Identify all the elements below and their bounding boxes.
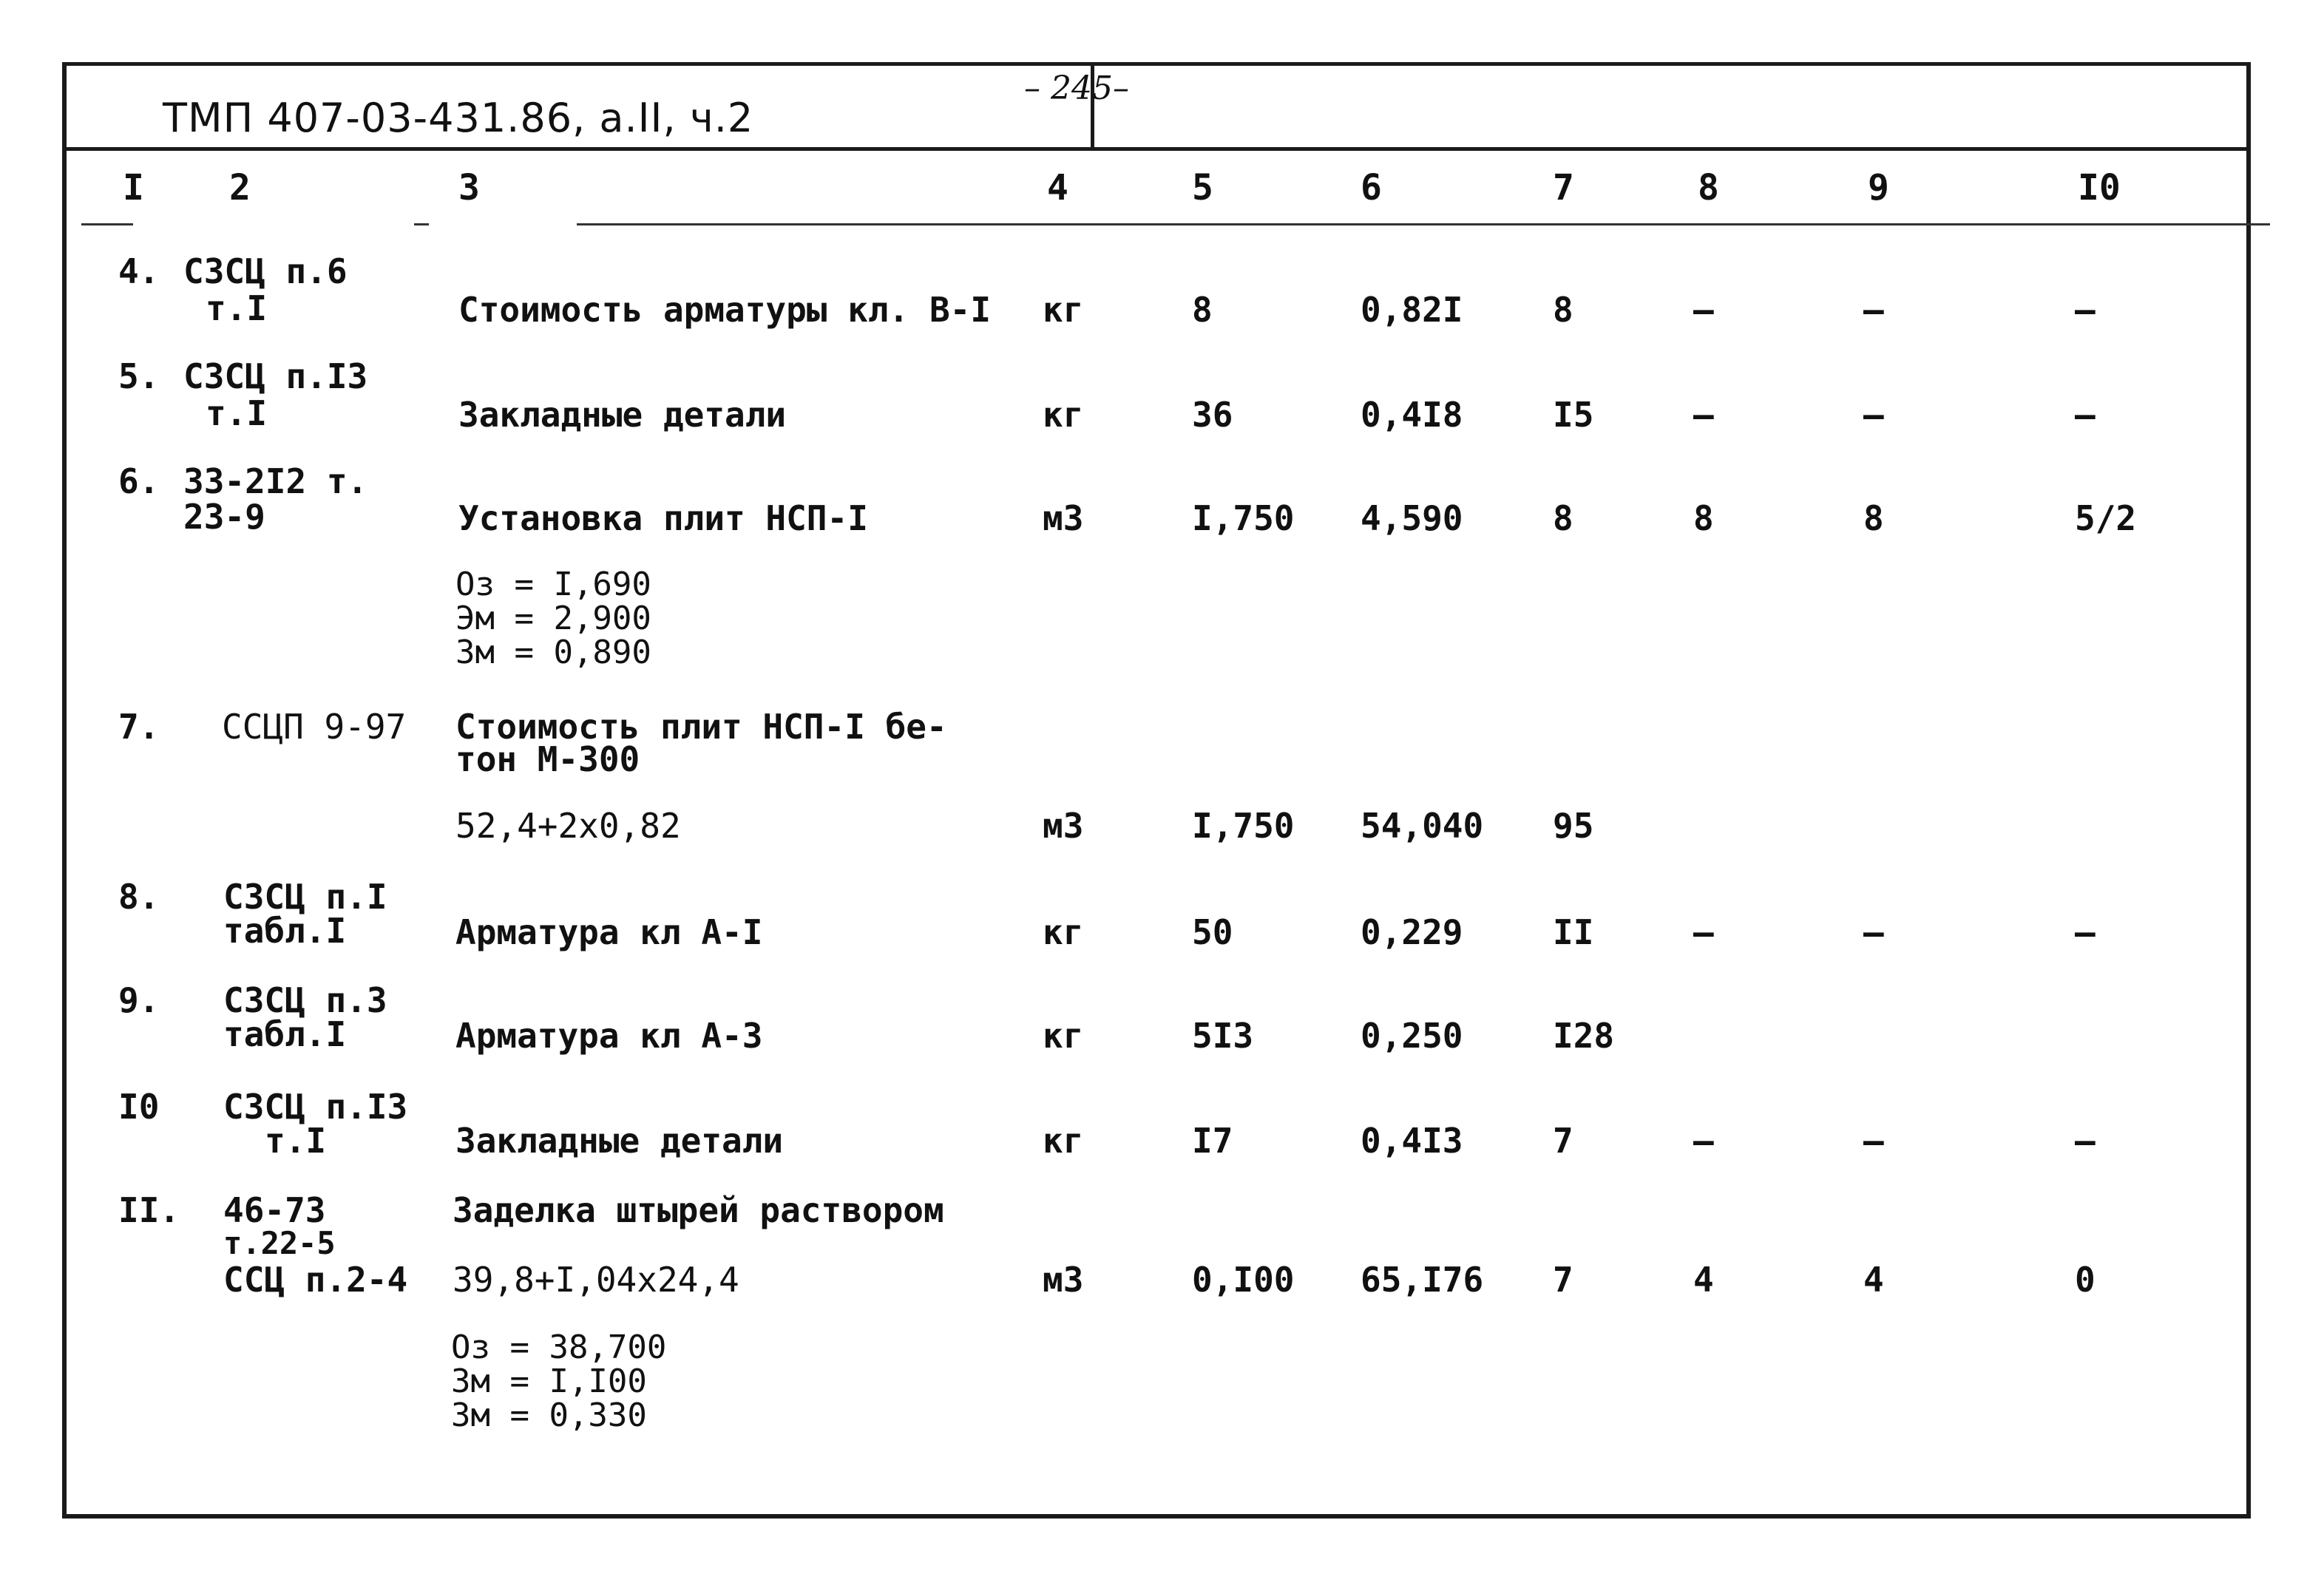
row-quantity: I,750 (1192, 806, 1295, 846)
row-unit: кг (1043, 290, 1084, 330)
row-col9: 4 (1863, 1260, 1884, 1300)
row-col9: – (1863, 395, 1884, 435)
row-price: 0,229 (1361, 912, 1463, 952)
row-col8: – (1693, 912, 1714, 952)
row-unit: м3 (1043, 806, 1084, 846)
row-total: 8 (1553, 290, 1573, 330)
row-reference: 33-2I2 т. (183, 461, 368, 501)
row-col10: – (2075, 912, 2096, 952)
row-quantity: 0,I00 (1192, 1260, 1295, 1300)
row-unit: м3 (1043, 1260, 1084, 1300)
note-line: Зм = 0,890 (455, 634, 651, 671)
row-col8: – (1693, 395, 1714, 435)
row-reference: 46-73 (223, 1190, 326, 1230)
row-notes (451, 1331, 666, 1433)
col-header-9: 9 (1868, 167, 1889, 208)
row-description-cont: тон М-300 (455, 739, 640, 779)
row-price: 0,82I (1361, 290, 1463, 330)
document-code: ТМП 407-03-431.86, а.II, ч.2 (163, 95, 754, 141)
row-reference: СЗСЦ п.I3 (183, 356, 368, 396)
col-header-6: 6 (1361, 167, 1382, 208)
row-col8: 8 (1693, 498, 1714, 538)
row-unit: кг (1043, 1121, 1084, 1161)
col-header-10: I0 (2078, 167, 2121, 208)
col-header-3: 3 (458, 167, 480, 208)
col-header-7: 7 (1553, 167, 1574, 208)
row-total: 7 (1553, 1121, 1573, 1161)
row-col8: – (1693, 1121, 1714, 1161)
header-underline (577, 223, 2270, 225)
col-header-2: 2 (229, 167, 251, 208)
row-number: 8. (118, 877, 160, 917)
row-col9: – (1863, 290, 1884, 330)
row-reference-sub: т.22-5 (223, 1225, 336, 1261)
row-number: 5. (118, 356, 160, 396)
row-total: 8 (1553, 498, 1573, 538)
row-number: 4. (118, 251, 160, 291)
row-unit: кг (1043, 912, 1084, 952)
row-description: Закладные детали (455, 1121, 784, 1161)
row-description: Закладные детали (458, 395, 787, 435)
row-number: 9. (118, 980, 160, 1020)
note-line: Оз = 38,700 (451, 1329, 667, 1366)
row-price: 54,040 (1361, 806, 1484, 846)
row-total: 95 (1553, 806, 1594, 846)
row-reference: СЗСЦ п.I3 (223, 1087, 408, 1127)
header-underline (414, 223, 429, 225)
row-description: Арматура кл А-I (455, 912, 763, 952)
col-header-4: 4 (1047, 167, 1068, 208)
col-header-8: 8 (1698, 167, 1719, 208)
row-notes (455, 568, 651, 670)
row-number: 6. (118, 461, 160, 501)
row-reference: СЗСЦ п.I (223, 877, 387, 917)
row-price: 4,590 (1361, 498, 1463, 538)
row-description: Установка плит НСП-I (458, 498, 868, 538)
col-header-5: 5 (1192, 167, 1213, 208)
row-col9: – (1863, 1121, 1884, 1161)
note-line: Эм = 2,900 (455, 600, 651, 637)
row-reference-sub: табл.I (223, 911, 347, 951)
note-line: Оз = I,690 (455, 566, 651, 603)
row-col10: – (2075, 1121, 2096, 1161)
row-unit: кг (1043, 395, 1084, 435)
row-unit: кг (1043, 1016, 1084, 1056)
row-number: 7. (118, 707, 160, 747)
row-quantity: I7 (1192, 1121, 1233, 1161)
row-unit: м3 (1043, 498, 1084, 538)
row-reference-sub: т.I (206, 393, 268, 433)
row-total: I5 (1553, 395, 1594, 435)
row-reference-sub2: ССЦ п.2-4 (223, 1260, 408, 1300)
row-reference-sub: т.I (206, 288, 268, 328)
header-underline (81, 223, 133, 225)
row-total: II (1553, 912, 1594, 952)
note-line: Зм = I,I00 (451, 1363, 647, 1400)
row-quantity: 50 (1192, 912, 1233, 952)
row-reference-sub: т.I (265, 1121, 327, 1161)
page-number: – 245– (1024, 69, 1129, 107)
row-col10: 0 (2075, 1260, 2096, 1300)
col-header-1: I (123, 167, 144, 208)
row-reference: ССЦП 9-97 (222, 707, 407, 747)
page-frame (62, 62, 2251, 1519)
row-price: 0,4I3 (1361, 1121, 1463, 1161)
note-line: Зм = 0,330 (451, 1397, 647, 1434)
row-quantity: I,750 (1192, 498, 1295, 538)
row-description: Арматура кл А-3 (455, 1016, 763, 1056)
row-number: I0 (118, 1087, 160, 1127)
row-description: Заделка штырей раствором (453, 1190, 944, 1230)
row-quantity: 36 (1192, 395, 1233, 435)
row-col10: – (2075, 395, 2096, 435)
row-total: 7 (1553, 1260, 1573, 1300)
row-col9: 8 (1863, 498, 1884, 538)
row-reference: СЗСЦ п.3 (223, 980, 387, 1020)
row-col9: – (1863, 912, 1884, 952)
row-quantity: 8 (1192, 290, 1213, 330)
row-description: Стоимость арматуры кл. В-I (458, 290, 992, 330)
row-formula: 39,8+I,04х24,4 (453, 1260, 739, 1300)
row-description: Стоимость плит НСП-I бе- (455, 707, 947, 747)
row-col10: – (2075, 290, 2096, 330)
row-price: 0,250 (1361, 1016, 1463, 1056)
row-quantity: 5I3 (1192, 1016, 1254, 1056)
row-price: 65,I76 (1361, 1260, 1484, 1300)
row-reference: СЗСЦ п.6 (183, 251, 348, 291)
row-formula: 52,4+2х0,82 (455, 806, 681, 846)
row-reference-sub: табл.I (223, 1014, 347, 1054)
row-number: II. (118, 1190, 180, 1230)
row-col8: – (1693, 290, 1714, 330)
row-price: 0,4I8 (1361, 395, 1463, 435)
row-total: I28 (1553, 1016, 1615, 1056)
row-reference-sub: 23-9 (183, 497, 265, 537)
row-col10: 5/2 (2075, 498, 2137, 538)
row-col8: 4 (1693, 1260, 1714, 1300)
